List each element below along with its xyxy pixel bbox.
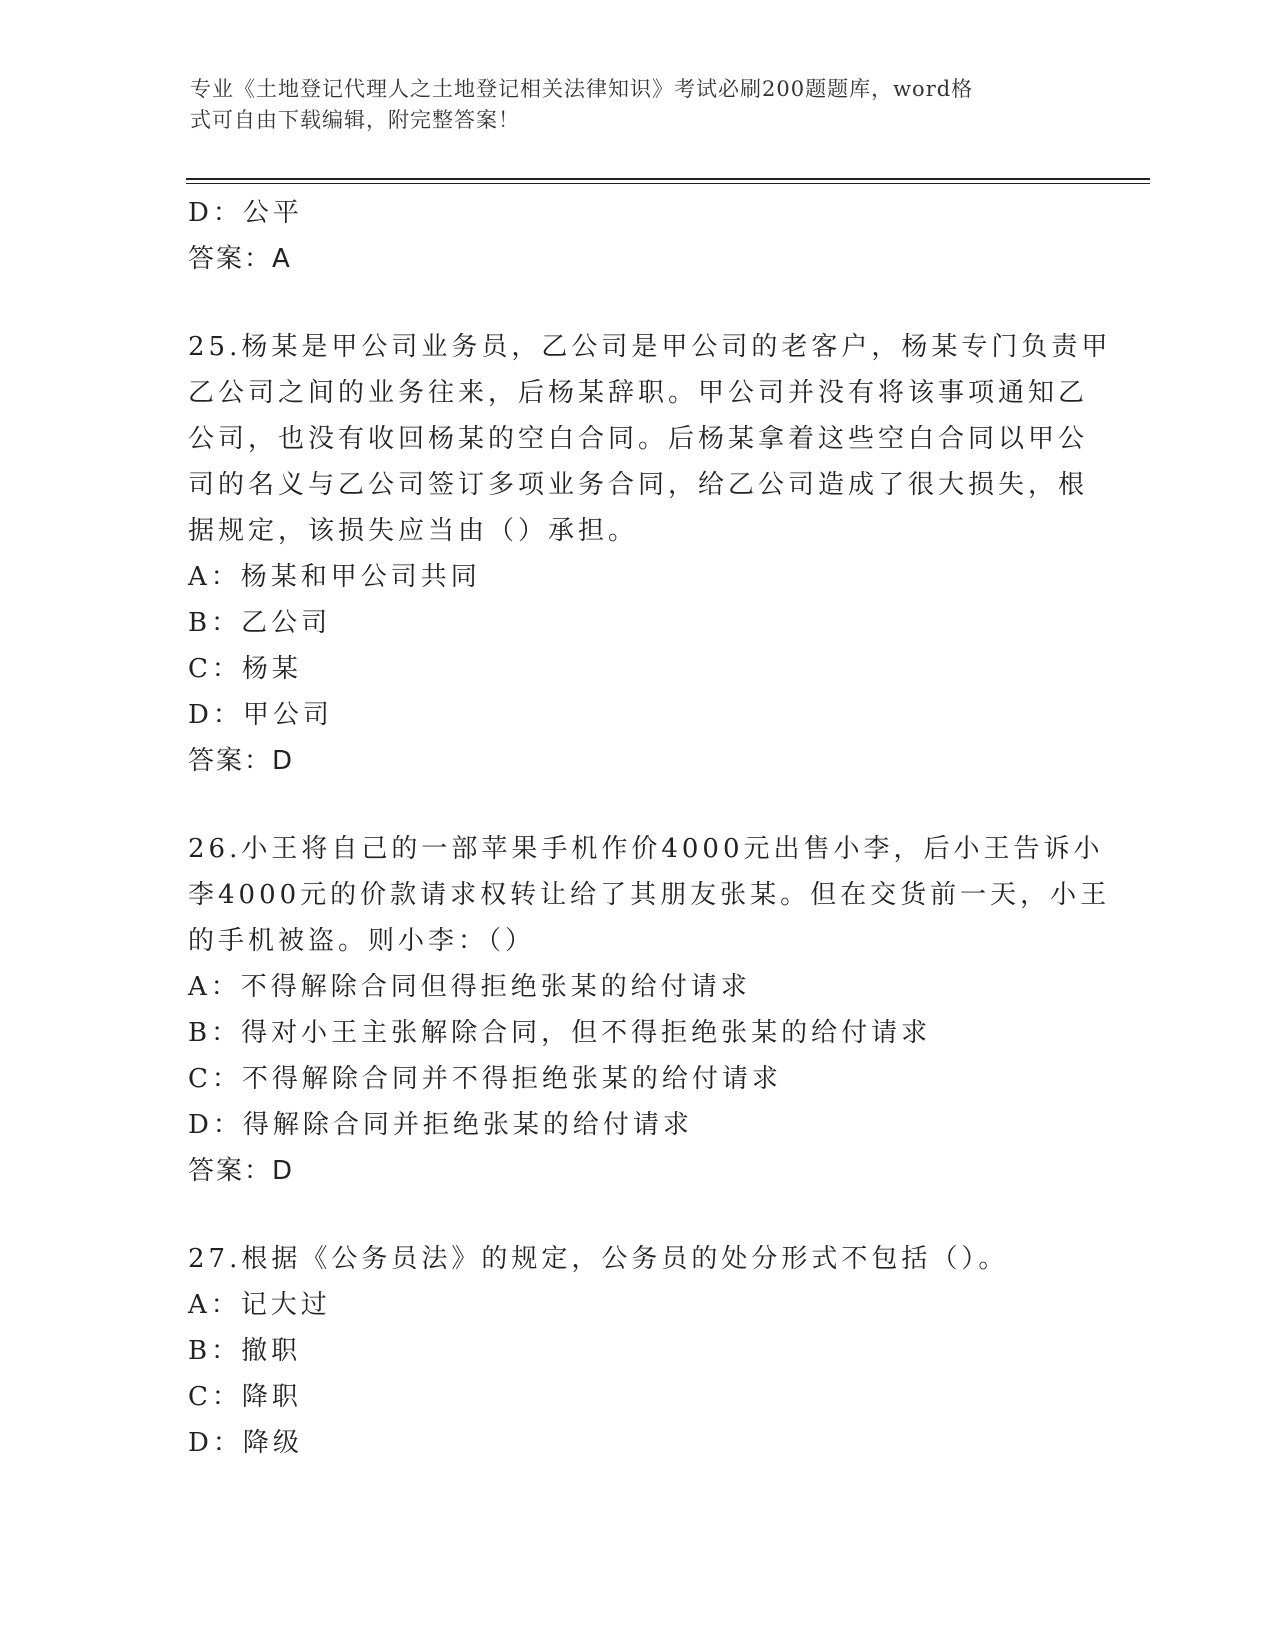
option-c: C：杨某 (188, 654, 302, 684)
option-a: A：杨某和甲公司共同 (188, 562, 481, 592)
question-stem-line: 公司，也没有收回杨某的空白合同。后杨某拿着这些空白合同以甲公 (188, 424, 1089, 454)
header-line-2: 式可自由下载编辑，附完整答案！ (190, 108, 520, 132)
question-stem-line: 乙公司之间的业务往来，后杨某辞职。甲公司并没有将该事项通知乙 (188, 378, 1089, 408)
previous-question-tail (188, 190, 1068, 282)
answer-line: 答案：D (188, 1156, 295, 1186)
option-d: D：甲公司 (188, 700, 333, 730)
option-d: D：公平 (188, 198, 303, 228)
question-27 (188, 1236, 1068, 1466)
question-26 (188, 826, 1111, 1194)
option-b: B：得对小王主张解除合同，但不得拒绝张某的给付请求 (188, 1018, 932, 1048)
header-line-1: 专业《土地登记代理人之土地登记相关法律知识》考试必刷200题题库，word格 (190, 77, 974, 101)
option-c: C：不得解除合同并不得拒绝张某的给付请求 (188, 1064, 782, 1094)
option-d: D：降级 (188, 1428, 303, 1458)
option-a: A：不得解除合同但得拒绝张某的给付请求 (188, 972, 751, 1002)
header-divider-thick (186, 178, 1150, 180)
question-content (188, 190, 1112, 1466)
spacer (188, 282, 1068, 324)
question-stem-line: 李4000元的价款请求权转让给了其朋友张某。但在交货前一天，小王 (188, 880, 1111, 910)
option-b: B：乙公司 (188, 608, 332, 638)
question-stem-line: 27.根据《公务员法》的规定，公务员的处分形式不包括（）。 (188, 1244, 1009, 1274)
question-stem-line: 的手机被盗。则小李：（） (188, 926, 536, 956)
page-header (190, 74, 1070, 136)
spacer (188, 784, 1068, 826)
question-stem-line: 据规定，该损失应当由（）承担。 (188, 516, 639, 546)
option-a: A：记大过 (188, 1290, 331, 1320)
option-d: D：得解除合同并拒绝张某的给付请求 (188, 1110, 693, 1140)
question-25 (188, 324, 1112, 784)
option-b: B：撤职 (188, 1336, 302, 1366)
answer-line: 答案：D (188, 746, 295, 776)
answer-line: 答案：A (188, 244, 292, 274)
question-stem-line: 司的名义与乙公司签订多项业务合同，给乙公司造成了很大损失，根 (188, 470, 1089, 500)
spacer (188, 1194, 1068, 1236)
question-stem-line: 25.杨某是甲公司业务员，乙公司是甲公司的老客户，杨某专门负责甲 (188, 332, 1112, 362)
header-divider-thin (186, 183, 1150, 184)
question-stem-line: 26.小王将自己的一部苹果手机作价4000元出售小李，后小王告诉小 (188, 834, 1104, 864)
option-c: C：降职 (188, 1382, 302, 1412)
